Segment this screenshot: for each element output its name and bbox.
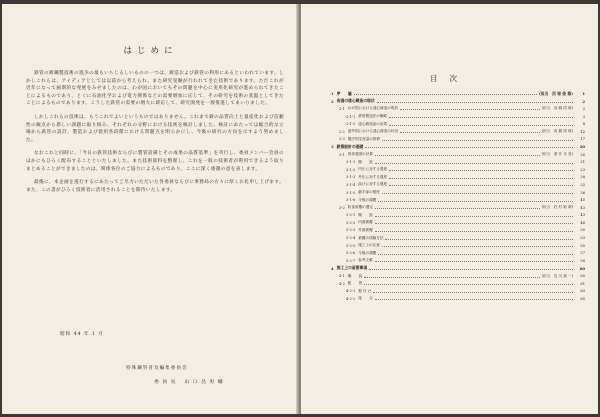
toc-entry-page: 20 bbox=[580, 152, 585, 157]
toc-entry-page: 43 bbox=[580, 213, 585, 218]
toc-entry bbox=[331, 143, 585, 151]
toc-entry-page: 17 bbox=[580, 137, 585, 142]
toc-entry-page: 43 bbox=[580, 205, 585, 210]
toc-entry bbox=[331, 174, 585, 182]
toc-leader-dots bbox=[375, 155, 540, 156]
toc-entry bbox=[331, 166, 585, 174]
toc-leader-dots bbox=[364, 277, 539, 278]
toc-entry-label: 製法別生産量の推移 bbox=[347, 136, 381, 141]
toc-leader-dots bbox=[389, 125, 573, 126]
toc-entry-label: 各国の遠心鋳造の現状 bbox=[336, 98, 375, 104]
toc-entry bbox=[331, 98, 585, 106]
toc-leader-dots bbox=[389, 170, 573, 171]
toc-entry-label: 概 説 bbox=[358, 159, 373, 164]
toc-leader-dots bbox=[369, 269, 573, 270]
toc-entry bbox=[331, 204, 585, 212]
chair-name: 山 口 昌 男 輔 bbox=[184, 380, 224, 385]
toc-entry-number: 3-2-2 bbox=[346, 220, 356, 225]
left-page bbox=[2, 4, 299, 414]
toc-entry bbox=[331, 120, 585, 128]
committee-name: 特殊鋼管普及編集委員会 bbox=[126, 366, 188, 371]
toc-entry-label: 曲げに対する強度 bbox=[358, 182, 388, 187]
toc-entry bbox=[331, 272, 585, 280]
toc-entry-number: 3-2-4 bbox=[346, 236, 356, 241]
toc-entry-label: 外圧に対する強度 bbox=[358, 174, 388, 179]
toc-entry bbox=[331, 90, 585, 98]
toc-entry-number: 4-2 bbox=[339, 281, 345, 286]
toc-leader-dots bbox=[385, 239, 573, 240]
toc-entry-page: 8 bbox=[582, 122, 585, 127]
toc-entry bbox=[331, 136, 585, 144]
toc-entry-author: (担当 高 橋 国 雄) bbox=[541, 106, 573, 111]
toc-leader-dots bbox=[375, 216, 573, 217]
toc-entry-page: 46 bbox=[580, 220, 585, 225]
toc-entry bbox=[331, 287, 585, 295]
toc-entry-page: 50 bbox=[580, 228, 585, 233]
toc-entry-page: 55 bbox=[580, 243, 585, 248]
foreword-paragraph-3: なおこれと同時に、「今日の鉄管技術ならびに製管設備とその成果の品質基準」を刊行し、委員メンバー会員のほかにもひろく配布することといたしました。また技術資料を整理し、これを一般の技術者が利用できるよう取りまとめることができましたのは、関係各位のご協力によるものであり、ここに深く感謝の意を表します。 bbox=[26, 151, 284, 172]
toc-entry-page: 2 bbox=[582, 106, 585, 111]
toc-entry-number: 2-3 bbox=[339, 137, 345, 142]
toc-entry-number: 3-1-5 bbox=[346, 190, 356, 195]
foreword-date: 昭和 44 年 1 月 bbox=[60, 332, 104, 337]
toc-entry bbox=[331, 234, 585, 242]
toc-entry bbox=[331, 249, 585, 257]
toc-entry-author: (担当 酒 井 末 喜) bbox=[541, 152, 573, 157]
toc-leader-dots bbox=[378, 201, 573, 202]
toc-entry bbox=[331, 212, 585, 220]
toc-entry-label: 内圧に対する強度 bbox=[358, 167, 388, 172]
toc-entry-number: 3 bbox=[331, 144, 334, 150]
toc-entry-number: 4-2-1 bbox=[346, 289, 356, 294]
toc-entry-label: 鉄管設計の基礎 bbox=[336, 143, 364, 149]
toc-entry-label: 施工上の注意 bbox=[358, 243, 380, 248]
toc-entry-number: 2-1-2 bbox=[346, 122, 356, 127]
toc-entry-label: 遠心鋳造品の品質 bbox=[358, 121, 388, 126]
toc-entry-page: 40 bbox=[580, 198, 585, 203]
toc-entry-number: 3-2-5 bbox=[346, 243, 356, 248]
toc-entry-number: 4 bbox=[331, 265, 334, 271]
toc-entry bbox=[331, 295, 585, 303]
toc-leader-dots bbox=[375, 261, 573, 262]
toc-entry-page: 53 bbox=[580, 236, 585, 241]
toc-leader-dots bbox=[373, 292, 573, 293]
toc-entry-page: 63 bbox=[580, 289, 585, 294]
toc-leader-dots bbox=[375, 163, 573, 164]
toc-leader-dots bbox=[377, 102, 573, 103]
toc-entry-label: 外面被覆 bbox=[358, 227, 373, 232]
toc-entry-number: 3-1-6 bbox=[346, 198, 356, 203]
toc-entry-label: 据 付 け bbox=[358, 288, 372, 293]
toc-entry bbox=[331, 158, 585, 166]
foreword-title: はじめに bbox=[123, 46, 178, 56]
toc-entry-label: 被覆の試験方法 bbox=[358, 235, 384, 240]
toc-leader-dots bbox=[375, 231, 573, 232]
toc-entry bbox=[331, 265, 585, 273]
toc-entry-label: 配 管 bbox=[347, 281, 363, 286]
toc-entry-author: (担当 及 川 誠 一) bbox=[541, 273, 573, 278]
toc-entry-author: (担当 荘 村 敏 晴) bbox=[541, 205, 573, 210]
toc-leader-dots bbox=[389, 185, 573, 186]
foreword-body bbox=[26, 70, 284, 197]
toc-entry-number: 4-1 bbox=[339, 274, 345, 279]
toc-entry-page: 12 bbox=[580, 129, 585, 134]
toc-entry bbox=[331, 227, 585, 235]
foreword-paragraph-4: 最後に、本企画を遂行するにあたってご尽力いただいた各委員ならびに事務局の方々に厚くお礼申し上げます。また、この書がひろく技術者に活用されることを期待いたします。 bbox=[26, 180, 284, 193]
chairperson-signature bbox=[154, 378, 224, 385]
toc-entry-number: 3-2-1 bbox=[346, 213, 356, 218]
toc-entry-number: 3-1-2 bbox=[346, 167, 356, 172]
toc-entry bbox=[331, 128, 585, 136]
toc-entry-page: 60 bbox=[579, 265, 585, 271]
toc-entry-number: 3-2 bbox=[339, 205, 345, 210]
toc-leader-dots bbox=[382, 246, 573, 247]
toc-entry bbox=[331, 105, 585, 113]
toc-entry-number: 3-1-3 bbox=[346, 175, 356, 180]
toc-entry-label: 管体強度の計算 bbox=[347, 152, 373, 157]
toc-leader-dots bbox=[375, 223, 573, 224]
toc-entry-label: 接 合 bbox=[358, 296, 373, 301]
toc-entry-author: (担当 西 堀 俊 雄) bbox=[538, 90, 573, 96]
toc-entry-number: 2-2 bbox=[339, 129, 345, 134]
toc-entry-page: 20 bbox=[579, 144, 585, 150]
toc-entry bbox=[331, 189, 585, 197]
toc-entry-page: 36 bbox=[580, 190, 585, 195]
toc-entry bbox=[331, 280, 585, 288]
toc-entry-label: 序 論 bbox=[336, 90, 352, 96]
toc-entry-number: 3-2-3 bbox=[346, 228, 356, 233]
toc-entry bbox=[331, 151, 585, 159]
toc-entry bbox=[331, 181, 585, 189]
toc-leader-dots bbox=[389, 178, 573, 179]
toc-entry-page: 23 bbox=[580, 167, 585, 172]
toc-entry-number: 2-1 bbox=[339, 106, 345, 111]
toc-entry-label: 概 説 bbox=[347, 273, 363, 278]
toc-entry-number: 3-2-6 bbox=[346, 251, 356, 256]
toc-leader-dots bbox=[382, 193, 573, 194]
toc-entry-number: 2-1-1 bbox=[346, 114, 356, 119]
toc-leader-dots bbox=[400, 109, 540, 110]
toc-leader-dots bbox=[382, 140, 573, 141]
toc-leader-dots bbox=[400, 132, 540, 133]
toc-entry-number: 4-2-2 bbox=[346, 296, 356, 301]
foreword-paragraph-1: 鉄管の鋳鋼製技術の進歩の最もいちじるしいものの一つは、鋳造および鉄管の利用にあるといわれています。しかしこれらは、アイディアとしては以前から考えられ、また研究実験が行われてきた技術であります。ただこれが近年になって画期的な発展をみせましたのは、わが国においてもその問題を中心に実用化研究が進められてきたことによるものであり、とくに石油化学および電力関係などの需要増加に応じて、その研究を技術の基盤としてきたことによるものであります。こうした鉄管の需要の増大に即応して、研究開発を一層推進してまいりました。 bbox=[26, 71, 284, 107]
toc-leader-dots bbox=[378, 254, 573, 255]
toc-entry-number: 3-1 bbox=[339, 152, 345, 157]
toc-leader-dots bbox=[375, 299, 573, 300]
toc-leader-dots bbox=[375, 208, 540, 209]
toc-entry-label: 諸外国における遠心鋳造の状況 bbox=[347, 129, 399, 134]
right-page bbox=[301, 4, 598, 414]
table-of-contents bbox=[331, 90, 585, 303]
toc-entry bbox=[331, 219, 585, 227]
toc-entry-page: 65 bbox=[580, 296, 585, 301]
toc-entry-number: 3-1-4 bbox=[346, 182, 356, 187]
foreword-paragraph-2: しかしこれらの技術は、もうこれでよいというものではありません。これまで鋳の品質向上と量産化および信頼性の観点から新しい課題に取り組み、それぞれの分野における技術を検討しました。検討にあたっては総合的な立場から鉄管の設計、製造および使用各段階における問題点を明らかにし、今後の研究の方向を示すよう努めました。 bbox=[26, 114, 284, 143]
toc-entry-label: 概 説 bbox=[358, 212, 373, 217]
toc-entry-label: わが国における遠心鋳造の現状 bbox=[347, 106, 399, 111]
toc-leader-dots bbox=[389, 117, 573, 118]
toc-entry-label: 鉄管製造法の概略 bbox=[358, 114, 388, 119]
toc-entry-page: 58 bbox=[580, 258, 585, 263]
toc-leader-dots bbox=[364, 284, 573, 285]
toc-entry bbox=[331, 196, 585, 204]
chair-title: 委 員 長 bbox=[154, 380, 177, 385]
toc-entry bbox=[331, 242, 585, 250]
toc-entry-page: 32 bbox=[580, 182, 585, 187]
toc-entry-label: 参考文献 bbox=[358, 258, 373, 263]
toc-leader-dots bbox=[365, 147, 573, 148]
toc-entry-author: (担当 高 橋 国 雄) bbox=[541, 129, 573, 134]
toc-entry-label: 継手部の強度 bbox=[358, 190, 380, 195]
toc-entry-page: 1 bbox=[582, 91, 585, 97]
toc-entry-label: 防食被覆の選定 bbox=[347, 205, 373, 210]
toc-entry-page: 28 bbox=[580, 175, 585, 180]
toc-entry bbox=[331, 113, 585, 121]
toc-entry-number: 3-1-1 bbox=[346, 160, 356, 165]
toc-entry-label: 内面被覆 bbox=[358, 220, 373, 225]
toc-entry-label: 今後の課題 bbox=[358, 250, 377, 255]
toc-entry bbox=[331, 257, 585, 265]
toc-entry-page: 60 bbox=[580, 274, 585, 279]
toc-entry-number: 3-2-7 bbox=[346, 258, 356, 263]
toc-entry-page: 3 bbox=[582, 114, 585, 119]
toc-entry-page: 21 bbox=[580, 160, 585, 165]
toc-entry-number: 2 bbox=[331, 98, 334, 104]
toc-entry-label: 今後の課題 bbox=[358, 197, 377, 202]
toc-entry-label: 施工上の留意事項 bbox=[336, 265, 368, 271]
toc-entry-number: 1 bbox=[331, 91, 334, 97]
toc-entry-page: 61 bbox=[580, 281, 585, 286]
toc-leader-dots bbox=[354, 94, 537, 95]
toc-entry-page: 2 bbox=[582, 98, 585, 104]
toc-entry-page: 57 bbox=[580, 251, 585, 256]
toc-title: 目次 bbox=[430, 74, 469, 83]
